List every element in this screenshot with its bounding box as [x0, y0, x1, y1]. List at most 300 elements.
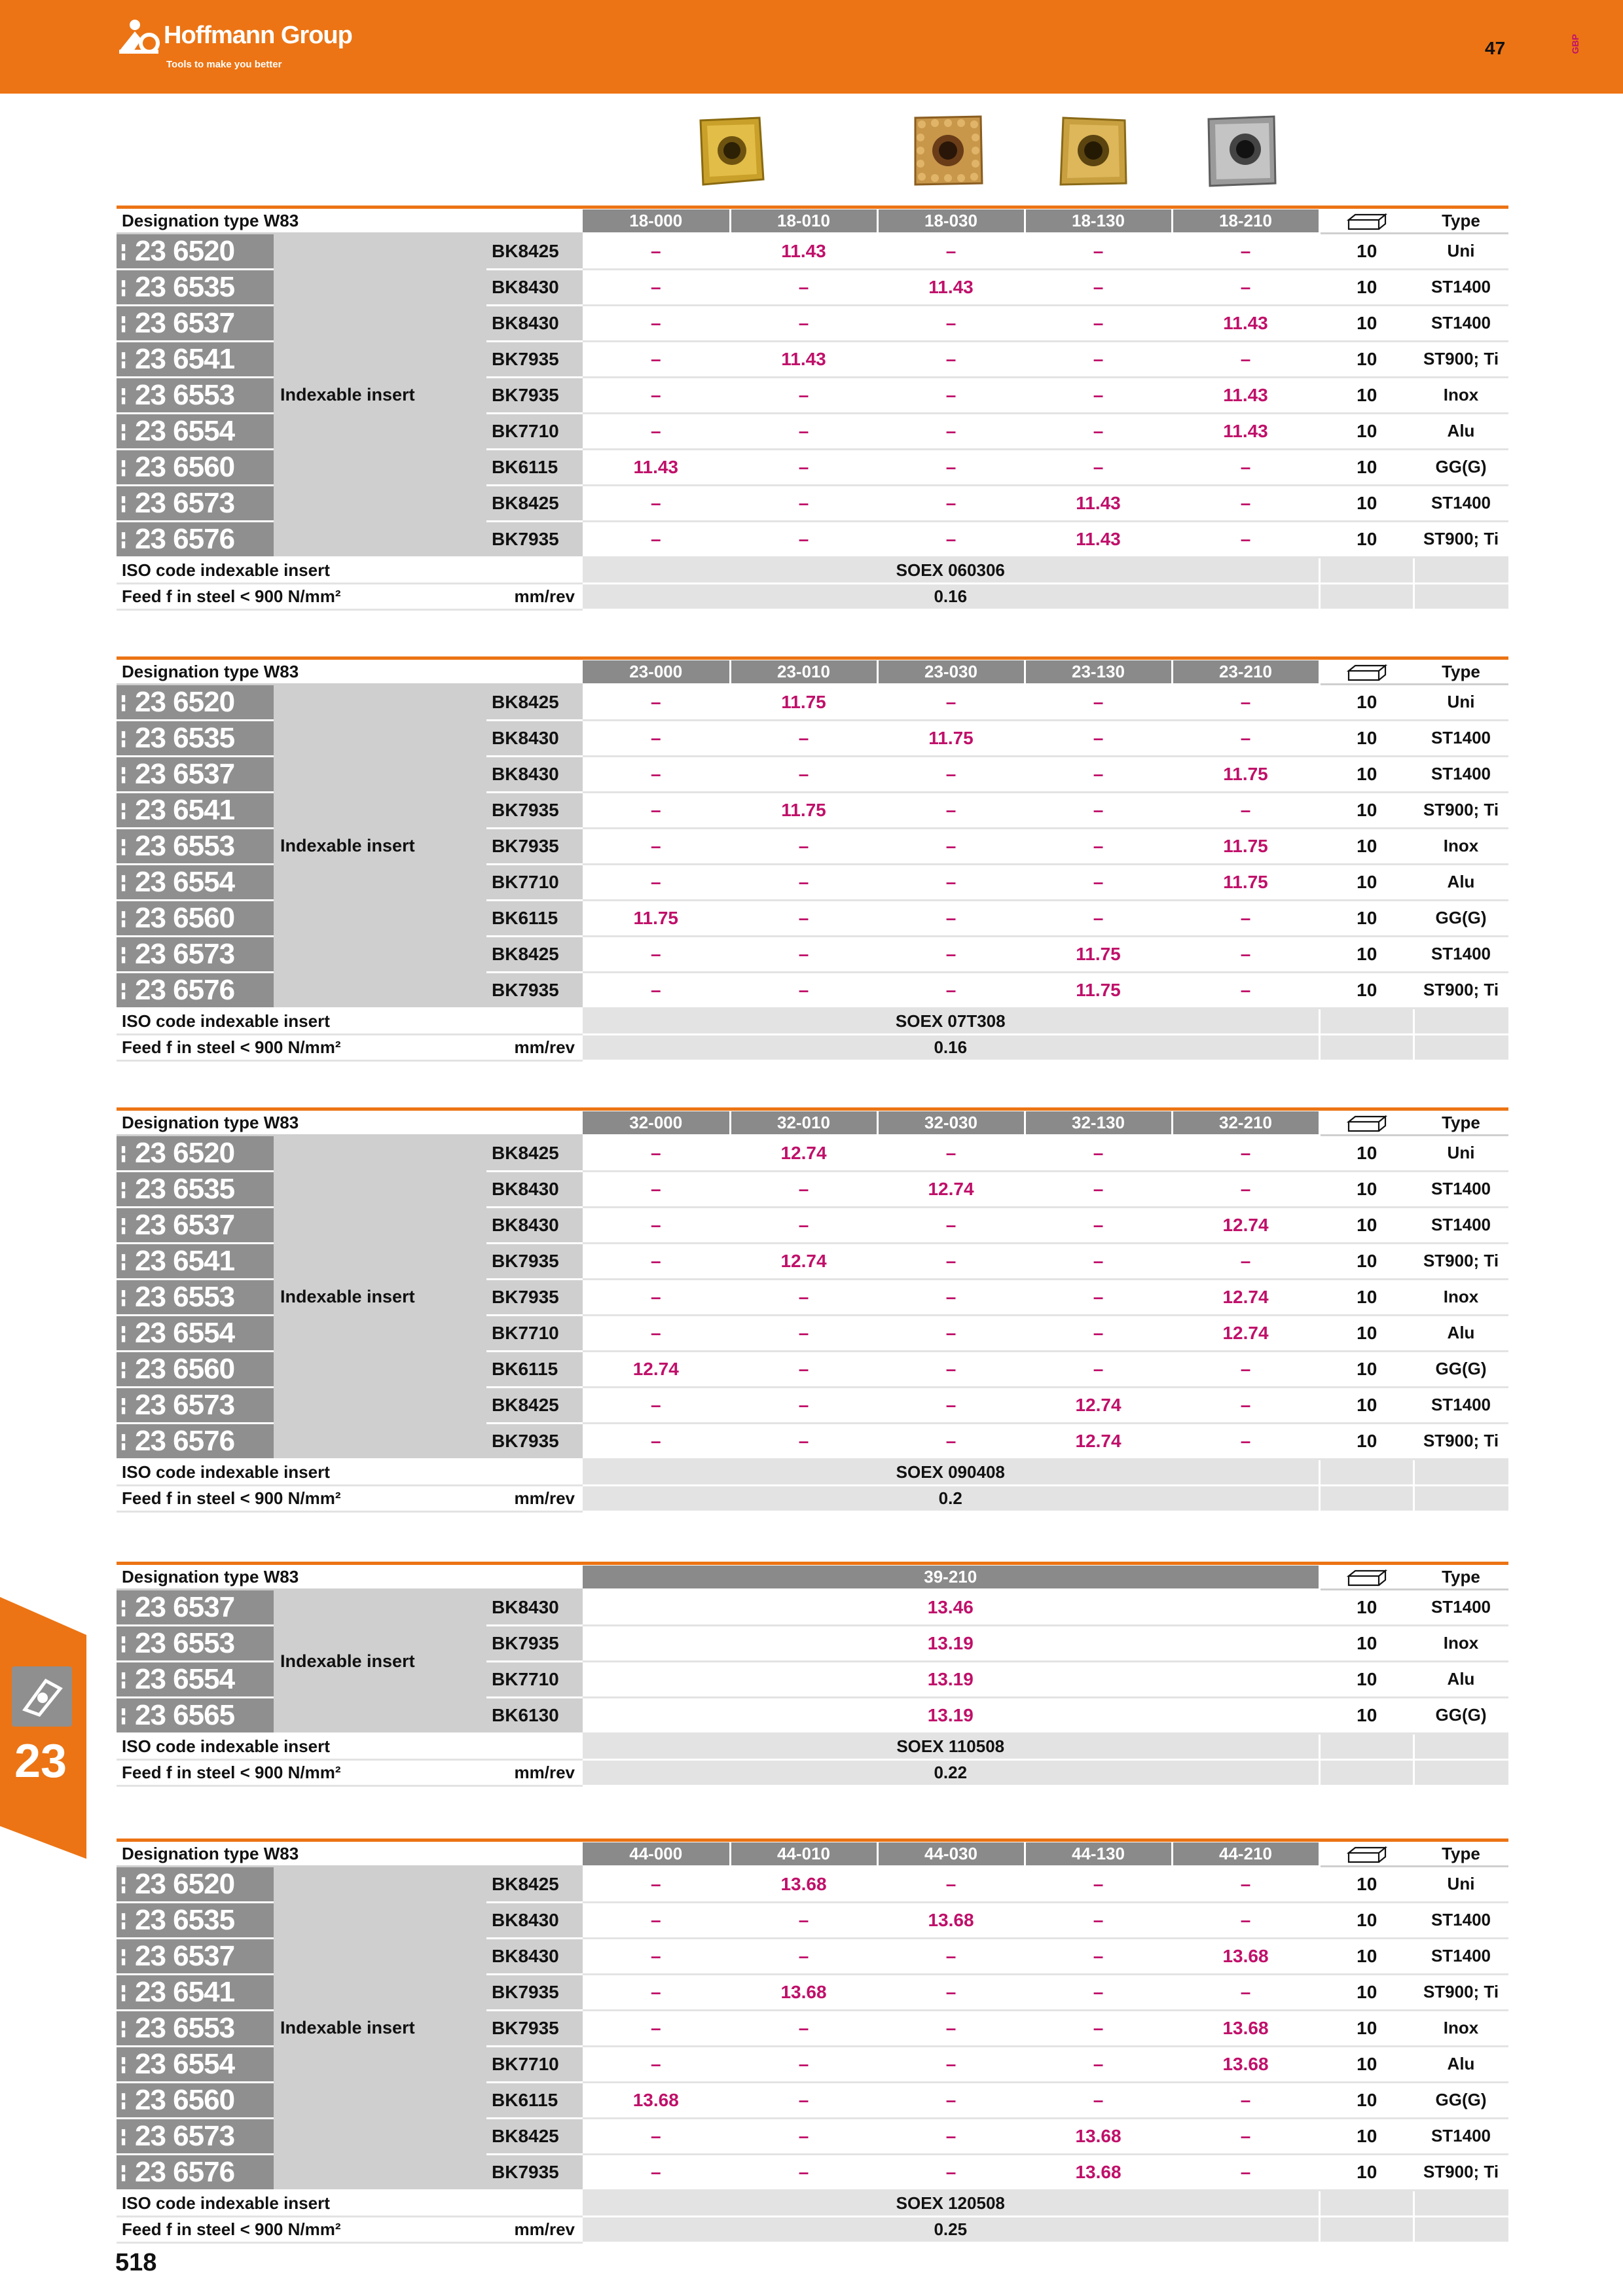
price-cell[interactable]: – — [583, 684, 730, 720]
material-type: ST1400 — [1413, 1387, 1508, 1423]
price-cell[interactable]: – — [1172, 341, 1319, 377]
pack-quantity: 10 — [1319, 1243, 1413, 1279]
grade-code: BK6115 — [486, 2082, 583, 2118]
grade-code: BK7710 — [486, 1661, 583, 1697]
price-cell[interactable]: – — [583, 792, 730, 828]
price-cell[interactable]: – — [877, 684, 1025, 720]
column-header: 39-210 — [583, 1566, 1319, 1589]
price-cell[interactable]: – — [1025, 269, 1172, 305]
grade-code: BK8430 — [486, 756, 583, 792]
chapter-number: 23 — [14, 1735, 67, 1787]
price-cell[interactable]: – — [877, 756, 1025, 792]
table-top-rule — [117, 1839, 1508, 1842]
article-number[interactable]: ▮▮ 23 6554 — [117, 2046, 274, 2082]
article-number[interactable]: ▮▮ 23 6576 — [117, 521, 274, 557]
price-cell[interactable]: – — [730, 1171, 877, 1207]
article-number[interactable]: ▮▮ 23 6553 — [117, 377, 274, 413]
price-cell[interactable]: – — [583, 1315, 730, 1351]
price-cell[interactable]: – — [1025, 828, 1172, 864]
article-number[interactable]: ▮▮ 23 6560 — [117, 449, 274, 485]
price-cell[interactable]: – — [1025, 449, 1172, 485]
price-cell[interactable]: – — [1025, 1866, 1172, 1902]
price-cell[interactable]: – — [583, 1866, 730, 1902]
grade-code: BK7710 — [486, 864, 583, 900]
price-cell[interactable]: – — [1172, 2154, 1319, 2190]
price-cell[interactable]: – — [877, 1423, 1025, 1459]
price-cell[interactable]: – — [583, 269, 730, 305]
price-cell[interactable]: – — [1172, 1902, 1319, 1938]
article-prefix-icon: ▮▮ — [118, 694, 128, 713]
price-cell[interactable]: – — [1172, 1243, 1319, 1279]
price-cell[interactable]: 11.75 — [1172, 864, 1319, 900]
price-cell[interactable]: 13.68 — [877, 1902, 1025, 1938]
price-cell[interactable]: – — [1025, 1315, 1172, 1351]
article-prefix-icon: ▮▮ — [118, 1912, 128, 1931]
article-number[interactable]: ▮▮ 23 6535 — [117, 1902, 274, 1938]
material-type: ST1400 — [1413, 1589, 1508, 1625]
price-cell[interactable]: – — [583, 1171, 730, 1207]
price-cell[interactable]: – — [1025, 900, 1172, 936]
price-cell[interactable]: – — [877, 972, 1025, 1008]
price-cell[interactable]: 12.74 — [1172, 1207, 1319, 1243]
price-cell[interactable]: 13.68 — [730, 1866, 877, 1902]
price-cell[interactable]: – — [1172, 1387, 1319, 1423]
price-cell[interactable]: – — [730, 2082, 877, 2118]
pack-quantity: 10 — [1319, 1279, 1413, 1315]
price-cell[interactable]: – — [1025, 864, 1172, 900]
price-cell[interactable]: – — [1172, 900, 1319, 936]
iso-code-label: ISO code indexable insert — [117, 2190, 583, 2216]
price-cell[interactable]: 11.43 — [1172, 413, 1319, 449]
iso-code-label: ISO code indexable insert — [117, 1733, 583, 1759]
section-page-number: 47 — [1485, 38, 1506, 58]
price-cell[interactable]: – — [730, 972, 877, 1008]
price-cell[interactable]: – — [583, 1243, 730, 1279]
pack-quantity: 10 — [1319, 1938, 1413, 1974]
price-cell[interactable]: 13.68 — [1172, 2010, 1319, 2046]
price-cell[interactable]: – — [877, 1974, 1025, 2010]
price-cell[interactable]: – — [583, 521, 730, 557]
price-cell[interactable]: 11.43 — [1025, 485, 1172, 521]
article-prefix-icon: ▮▮ — [118, 315, 128, 334]
type-header: Type — [1413, 209, 1508, 233]
price-cell[interactable]: – — [583, 720, 730, 756]
pack-quantity: 10 — [1319, 1315, 1413, 1351]
price-cell[interactable]: – — [1172, 1423, 1319, 1459]
price-cell[interactable]: – — [877, 377, 1025, 413]
price-cell[interactable]: – — [877, 485, 1025, 521]
pack-quantity: 10 — [1319, 269, 1413, 305]
price-cell[interactable]: 13.68 — [1172, 1938, 1319, 1974]
price-cell[interactable]: – — [877, 828, 1025, 864]
article-number[interactable]: ▮▮ 23 6553 — [117, 828, 274, 864]
price-cell[interactable]: – — [877, 413, 1025, 449]
price-cell[interactable]: 13.68 — [1172, 2046, 1319, 2082]
price-cell[interactable]: 11.75 — [730, 792, 877, 828]
price-cell[interactable]: – — [1025, 792, 1172, 828]
price-cell[interactable]: – — [877, 233, 1025, 269]
grade-code: BK8425 — [486, 936, 583, 972]
price-cell[interactable]: – — [1025, 1938, 1172, 1974]
price-cell[interactable]: 11.75 — [583, 900, 730, 936]
iso-blank-cell — [1319, 1008, 1413, 1034]
price-cell[interactable]: 11.43 — [1172, 305, 1319, 341]
price-cell[interactable]: – — [1172, 2082, 1319, 2118]
material-type: Alu — [1413, 2046, 1508, 2082]
price-cell[interactable]: – — [1172, 485, 1319, 521]
price-cell[interactable]: 13.68 — [730, 1974, 877, 2010]
price-cell[interactable]: – — [877, 1387, 1025, 1423]
article-prefix-icon: ▮▮ — [118, 1984, 128, 2003]
pack-quantity: 10 — [1319, 864, 1413, 900]
pack-quantity: 10 — [1319, 1171, 1413, 1207]
price-cell[interactable]: – — [730, 413, 877, 449]
price-cell[interactable]: – — [877, 1351, 1025, 1387]
price-cell[interactable]: 11.43 — [730, 233, 877, 269]
price-cell[interactable]: – — [877, 2082, 1025, 2118]
price-cell[interactable]: 12.74 — [1025, 1387, 1172, 1423]
article-number[interactable]: ▮▮ 23 6537 — [117, 1589, 274, 1625]
grade-code: BK7935 — [486, 792, 583, 828]
brand-name: Hoffmann Group — [164, 21, 352, 49]
price-cell[interactable]: – — [1172, 449, 1319, 485]
price-cell[interactable]: – — [1025, 1171, 1172, 1207]
price-cell[interactable]: – — [1025, 233, 1172, 269]
article-prefix-icon: ▮▮ — [118, 351, 128, 370]
price-cell[interactable]: – — [877, 521, 1025, 557]
price-cell[interactable]: – — [1172, 1171, 1319, 1207]
article-number[interactable]: ▮▮ 23 6553 — [117, 1279, 274, 1315]
price-cell[interactable]: – — [1172, 1135, 1319, 1171]
price-cell[interactable]: – — [730, 2010, 877, 2046]
article-prefix-icon: ▮▮ — [118, 1145, 128, 1164]
price-cell[interactable]: – — [730, 2118, 877, 2154]
price-cell[interactable]: – — [730, 2154, 877, 2190]
price-cell[interactable]: – — [730, 269, 877, 305]
price-cell[interactable]: – — [1172, 720, 1319, 756]
article-number[interactable]: ▮▮ 23 6554 — [117, 413, 274, 449]
article-number[interactable]: ▮▮ 23 6553 — [117, 1625, 274, 1661]
article-number[interactable]: ▮▮ 23 6576 — [117, 972, 274, 1008]
price-cell[interactable]: 12.74 — [1025, 1423, 1172, 1459]
article-number[interactable]: ▮▮ 23 6576 — [117, 2154, 274, 2190]
pack-quantity: 10 — [1319, 900, 1413, 936]
price-cell[interactable]: 13.19 — [583, 1625, 1319, 1661]
price-cell[interactable]: – — [877, 341, 1025, 377]
price-cell[interactable]: – — [1172, 269, 1319, 305]
price-cell[interactable]: – — [1025, 1135, 1172, 1171]
price-cell[interactable]: – — [1172, 1351, 1319, 1387]
price-cell[interactable]: 11.75 — [730, 684, 877, 720]
material-type: ST900; Ti — [1413, 521, 1508, 557]
price-cell[interactable]: 13.68 — [583, 2082, 730, 2118]
price-cell[interactable]: – — [877, 2010, 1025, 2046]
price-cell[interactable]: – — [877, 1135, 1025, 1171]
price-cell[interactable]: – — [730, 936, 877, 972]
price-cell[interactable]: – — [730, 2046, 877, 2082]
price-cell[interactable]: – — [583, 2118, 730, 2154]
price-cell[interactable]: – — [583, 972, 730, 1008]
price-cell[interactable]: – — [730, 521, 877, 557]
price-cell[interactable]: – — [1025, 720, 1172, 756]
price-cell[interactable]: 13.46 — [583, 1589, 1319, 1625]
iso-code-value: SOEX 120508 — [583, 2190, 1319, 2216]
article-number[interactable]: ▮▮ 23 6576 — [117, 1423, 274, 1459]
price-cell[interactable]: – — [1172, 1974, 1319, 2010]
price-cell[interactable]: 12.74 — [1172, 1315, 1319, 1351]
article-number[interactable]: ▮▮ 23 6541 — [117, 1243, 274, 1279]
price-cell[interactable]: – — [583, 1207, 730, 1243]
price-cell[interactable]: 13.68 — [1025, 2154, 1172, 2190]
price-cell[interactable]: 11.75 — [877, 720, 1025, 756]
article-number[interactable]: ▮▮ 23 6537 — [117, 1938, 274, 1974]
price-cell[interactable]: – — [583, 2010, 730, 2046]
price-cell[interactable]: – — [1025, 1974, 1172, 2010]
article-prefix-icon: ▮▮ — [118, 982, 128, 1001]
price-cell[interactable]: 13.19 — [583, 1661, 1319, 1697]
price-cell[interactable]: – — [1172, 233, 1319, 269]
price-cell[interactable]: – — [1025, 413, 1172, 449]
article-number[interactable]: ▮▮ 23 6537 — [117, 756, 274, 792]
material-type: GG(G) — [1413, 900, 1508, 936]
price-cell[interactable]: – — [583, 413, 730, 449]
price-cell[interactable]: 11.75 — [1025, 972, 1172, 1008]
price-cell[interactable]: – — [1025, 1902, 1172, 1938]
material-type: ST900; Ti — [1413, 1243, 1508, 1279]
price-cell[interactable]: – — [730, 864, 877, 900]
article-prefix-icon: ▮▮ — [118, 1707, 128, 1726]
price-cell[interactable]: 11.75 — [1025, 936, 1172, 972]
price-cell[interactable]: – — [730, 1902, 877, 1938]
article-number[interactable]: ▮▮ 23 6560 — [117, 900, 274, 936]
article-number[interactable]: ▮▮ 23 6535 — [117, 269, 274, 305]
price-cell[interactable]: – — [583, 2046, 730, 2082]
price-cell[interactable]: – — [877, 1866, 1025, 1902]
material-type: GG(G) — [1413, 1351, 1508, 1387]
feed-unit: mm/rev — [486, 1034, 583, 1060]
article-number[interactable]: ▮▮ 23 6541 — [117, 341, 274, 377]
price-cell[interactable]: – — [583, 1279, 730, 1315]
article-number[interactable]: ▮▮ 23 6520 — [117, 233, 274, 269]
price-cell[interactable]: 11.43 — [583, 449, 730, 485]
price-cell[interactable]: – — [583, 341, 730, 377]
article-number[interactable]: ▮▮ 23 6535 — [117, 720, 274, 756]
price-cell[interactable]: – — [877, 1315, 1025, 1351]
iso-blank-cell — [1413, 1733, 1508, 1759]
price-cell[interactable]: – — [1172, 521, 1319, 557]
pack-quantity: 10 — [1319, 1866, 1413, 1902]
article-number[interactable]: ▮▮ 23 6573 — [117, 936, 274, 972]
price-cell[interactable]: – — [730, 1279, 877, 1315]
price-cell[interactable]: – — [583, 864, 730, 900]
price-cell[interactable]: 11.75 — [1172, 756, 1319, 792]
designation-label: Designation type W83 — [117, 1566, 583, 1589]
price-cell[interactable]: – — [877, 449, 1025, 485]
price-cell[interactable]: – — [877, 2046, 1025, 2082]
product-table — [117, 660, 1508, 1062]
price-cell[interactable]: – — [1172, 684, 1319, 720]
price-cell[interactable]: – — [1172, 2118, 1319, 2154]
product-table — [117, 209, 1508, 611]
price-cell[interactable]: 11.75 — [1172, 828, 1319, 864]
price-cell[interactable]: – — [730, 900, 877, 936]
price-cell[interactable]: – — [583, 305, 730, 341]
column-header: 23-030 — [877, 660, 1025, 684]
iso-blank-cell — [1319, 1459, 1413, 1485]
article-number[interactable]: ▮▮ 23 6520 — [117, 1135, 274, 1171]
material-type: Inox — [1413, 1625, 1508, 1661]
price-cell[interactable]: – — [730, 756, 877, 792]
price-cell[interactable]: 12.74 — [1172, 1279, 1319, 1315]
price-cell[interactable]: – — [730, 1351, 877, 1387]
price-cell[interactable]: – — [1025, 756, 1172, 792]
article-number[interactable]: ▮▮ 23 6537 — [117, 305, 274, 341]
price-cell[interactable]: – — [583, 233, 730, 269]
price-cell[interactable]: – — [583, 1135, 730, 1171]
article-number[interactable]: ▮▮ 23 6541 — [117, 1974, 274, 2010]
price-cell[interactable]: – — [583, 2154, 730, 2190]
feed-blank-cell — [1413, 2216, 1508, 2242]
article-number[interactable]: ▮▮ 23 6554 — [117, 864, 274, 900]
pack-quantity: 10 — [1319, 2082, 1413, 2118]
grade-code: BK8430 — [486, 305, 583, 341]
price-cell[interactable]: – — [877, 1279, 1025, 1315]
table-row — [117, 233, 1508, 269]
article-number[interactable]: ▮▮ 23 6573 — [117, 2118, 274, 2154]
grade-code: BK7935 — [486, 521, 583, 557]
price-cell[interactable]: – — [1172, 972, 1319, 1008]
price-cell[interactable]: – — [1025, 1207, 1172, 1243]
price-cell[interactable]: 12.74 — [730, 1243, 877, 1279]
price-cell[interactable]: – — [1025, 377, 1172, 413]
price-cell[interactable]: – — [877, 792, 1025, 828]
price-cell[interactable]: – — [1025, 2046, 1172, 2082]
article-number[interactable]: ▮▮ 23 6520 — [117, 684, 274, 720]
price-cell[interactable]: – — [877, 2118, 1025, 2154]
price-cell[interactable]: – — [877, 900, 1025, 936]
price-cell[interactable]: – — [1025, 305, 1172, 341]
price-cell[interactable]: – — [1172, 1866, 1319, 1902]
article-number[interactable]: ▮▮ 23 6537 — [117, 1207, 274, 1243]
article-number[interactable]: ▮▮ 23 6565 — [117, 1697, 274, 1733]
price-cell[interactable]: – — [730, 1387, 877, 1423]
price-cell[interactable]: – — [730, 1207, 877, 1243]
price-cell[interactable]: – — [1172, 792, 1319, 828]
material-type: ST900; Ti — [1413, 2154, 1508, 2190]
price-cell[interactable]: – — [583, 485, 730, 521]
price-cell[interactable]: – — [877, 1207, 1025, 1243]
price-cell[interactable]: – — [583, 1974, 730, 2010]
price-cell[interactable]: – — [583, 936, 730, 972]
price-cell[interactable]: – — [877, 864, 1025, 900]
grade-code: BK8430 — [486, 1207, 583, 1243]
price-cell[interactable]: 11.43 — [1025, 521, 1172, 557]
article-number[interactable]: ▮▮ 23 6553 — [117, 2010, 274, 2046]
price-cell[interactable]: – — [877, 305, 1025, 341]
article-number[interactable]: ▮▮ 23 6573 — [117, 485, 274, 521]
price-cell[interactable]: 13.68 — [1025, 2118, 1172, 2154]
insert-images — [0, 111, 1623, 196]
pack-quantity: 10 — [1319, 1974, 1413, 2010]
material-type: Uni — [1413, 1866, 1508, 1902]
product-description: Indexable insert — [274, 233, 486, 557]
product-table — [117, 1111, 1508, 1513]
material-type: Uni — [1413, 1135, 1508, 1171]
article-number[interactable]: ▮▮ 23 6560 — [117, 1351, 274, 1387]
price-cell[interactable]: 13.19 — [583, 1697, 1319, 1733]
price-cell[interactable]: 11.43 — [730, 341, 877, 377]
price-cell[interactable]: – — [583, 1938, 730, 1974]
price-cell[interactable]: – — [583, 756, 730, 792]
grade-code: BK7935 — [486, 341, 583, 377]
price-cell[interactable]: – — [1172, 936, 1319, 972]
price-cell[interactable]: – — [1025, 341, 1172, 377]
column-header: 32-130 — [1025, 1111, 1172, 1135]
article-number[interactable]: ▮▮ 23 6554 — [117, 1315, 274, 1351]
article-number[interactable]: ▮▮ 23 6535 — [117, 1171, 274, 1207]
price-cell[interactable]: 12.74 — [730, 1135, 877, 1171]
article-number[interactable]: ▮▮ 23 6554 — [117, 1661, 274, 1697]
price-cell[interactable]: 12.74 — [583, 1351, 730, 1387]
price-cell[interactable]: – — [583, 377, 730, 413]
price-cell[interactable]: – — [877, 1243, 1025, 1279]
article-number[interactable]: ▮▮ 23 6520 — [117, 1866, 274, 1902]
price-cell[interactable]: – — [1025, 1243, 1172, 1279]
price-cell[interactable]: – — [730, 720, 877, 756]
material-type: Alu — [1413, 864, 1508, 900]
price-cell[interactable]: – — [877, 936, 1025, 972]
article-number[interactable]: ▮▮ 23 6560 — [117, 2082, 274, 2118]
price-cell[interactable]: – — [730, 305, 877, 341]
material-type: ST1400 — [1413, 1902, 1508, 1938]
table-top-rule — [117, 1107, 1508, 1111]
price-cell[interactable]: – — [583, 1902, 730, 1938]
price-cell[interactable]: – — [1025, 684, 1172, 720]
column-header: 32-000 — [583, 1111, 730, 1135]
material-type: Alu — [1413, 1661, 1508, 1697]
price-cell[interactable]: – — [730, 485, 877, 521]
price-cell[interactable]: 11.43 — [1172, 377, 1319, 413]
iso-blank-cell — [1413, 557, 1508, 583]
price-cell[interactable]: – — [1025, 2082, 1172, 2118]
grade-code: BK7935 — [486, 2010, 583, 2046]
price-cell[interactable]: 11.43 — [877, 269, 1025, 305]
price-cell[interactable]: – — [730, 1423, 877, 1459]
feed-unit: mm/rev — [486, 2216, 583, 2242]
price-cell[interactable]: 12.74 — [877, 1171, 1025, 1207]
price-cell[interactable]: – — [1025, 2010, 1172, 2046]
price-cell[interactable]: – — [583, 1423, 730, 1459]
grade-code: BK8425 — [486, 233, 583, 269]
article-prefix-icon: ▮▮ — [118, 243, 128, 262]
feed-unit: mm/rev — [486, 583, 583, 609]
price-cell[interactable]: – — [1025, 1279, 1172, 1315]
price-cell[interactable]: – — [583, 1387, 730, 1423]
price-cell[interactable]: – — [730, 1315, 877, 1351]
price-cell[interactable]: – — [730, 377, 877, 413]
price-cell[interactable]: – — [730, 1938, 877, 1974]
price-cell[interactable]: – — [583, 828, 730, 864]
article-number[interactable]: ▮▮ 23 6541 — [117, 792, 274, 828]
price-cell[interactable]: – — [1025, 1351, 1172, 1387]
price-cell[interactable]: – — [730, 449, 877, 485]
price-cell[interactable]: – — [877, 1938, 1025, 1974]
price-cell[interactable]: – — [730, 828, 877, 864]
article-prefix-icon: ▮▮ — [118, 1217, 128, 1236]
feed-blank-cell — [1319, 1485, 1413, 1511]
article-number[interactable]: ▮▮ 23 6573 — [117, 1387, 274, 1423]
price-cell[interactable]: – — [877, 2154, 1025, 2190]
